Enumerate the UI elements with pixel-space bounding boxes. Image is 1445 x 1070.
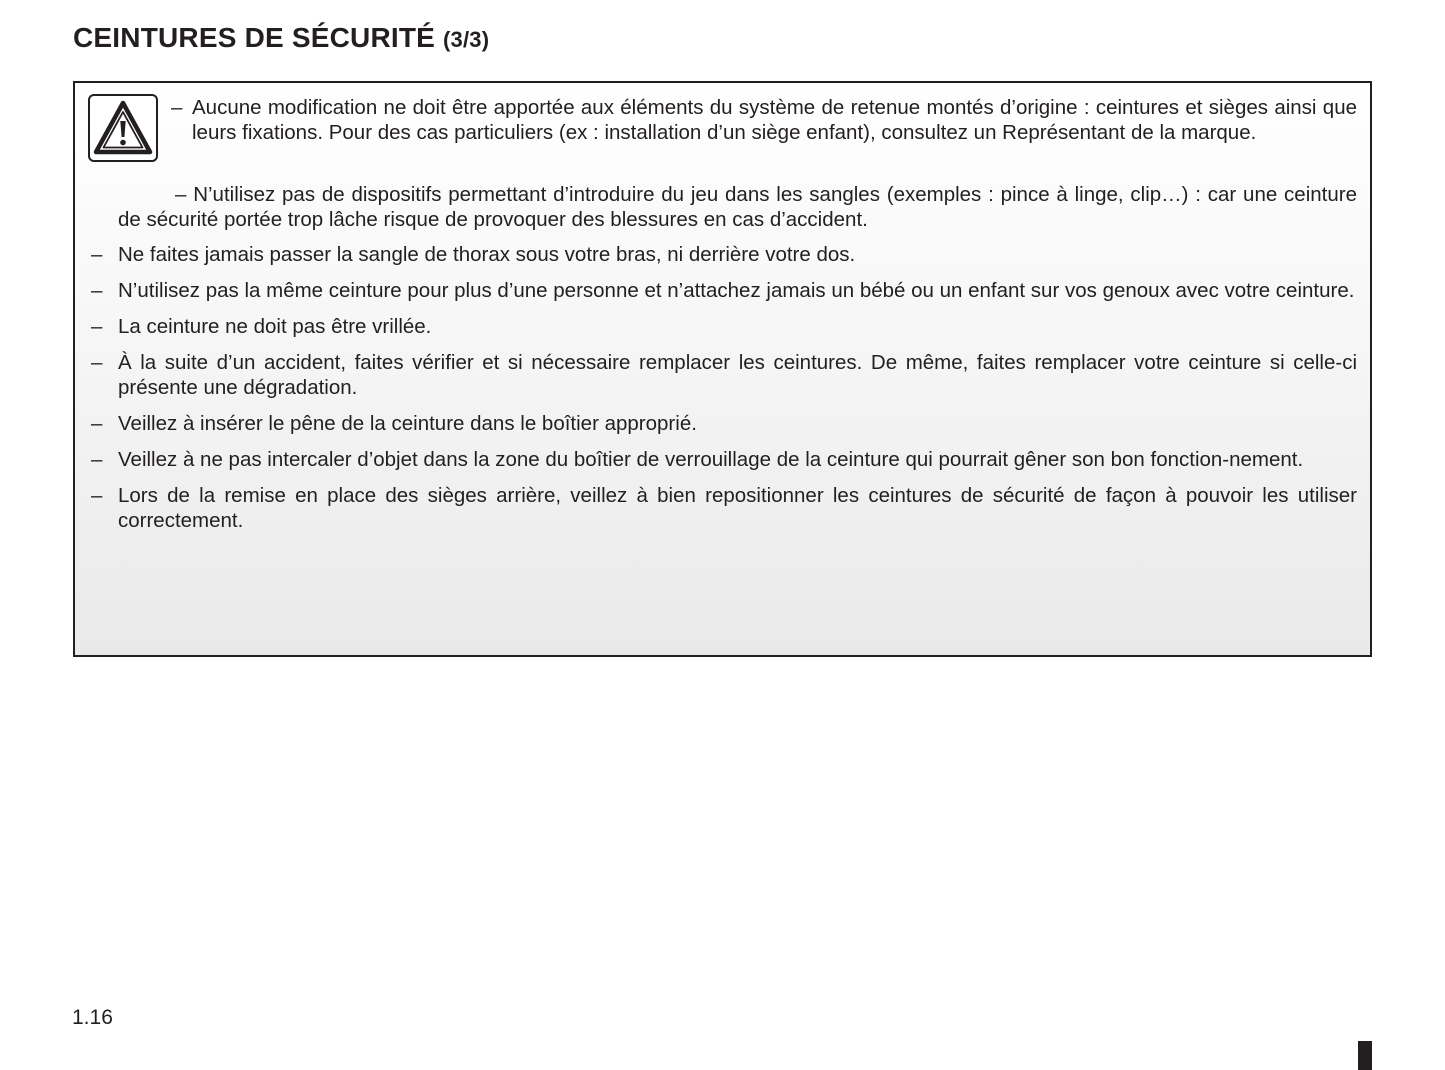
page-edge-marker <box>1358 1041 1372 1070</box>
dash-marker: – <box>91 243 103 266</box>
list-item-text: Veillez à insérer le pêne de la ceinture dans le boîtier approprié. <box>118 412 697 435</box>
warning-item-modification <box>171 95 1357 145</box>
warning-item-text: Aucune modification ne doit être apportée aux éléments du système de retenue montés d’origine : ceintures et sièges ainsi que leurs fixations. Pour des cas particuliers (ex : installation d’un siège enfant), consultez un Représentant de la marque. <box>192 96 1357 144</box>
warning-triangle-icon <box>88 94 158 162</box>
page-title-text: CEINTURES DE SÉCURITÉ <box>73 22 436 53</box>
page-title-part: (3/3) <box>443 27 490 52</box>
dash-marker: – <box>91 412 103 435</box>
warning-item-slack-devices: – N’utilisez pas de dispositifs permettant d’introduire du jeu dans les sangles (exemples : pince à linge, clip…) : car une ceinture de sécurité portée trop lâche risque de provoquer des blessures en cas d’accident. <box>118 183 1357 231</box>
list-item-text: N’utilisez pas la même ceinture pour plus d’une personne et n’attachez jamais un bébé ou un enfant sur vos genoux avec votre ceinture. <box>118 279 1355 302</box>
list-item <box>91 314 1357 339</box>
warning-list <box>91 242 1357 544</box>
list-item <box>91 411 1357 436</box>
list-item-text: Lors de la remise en place des sièges arrière, veillez à bien repositionner les ceintures de sécurité de façon à pouvoir les utiliser correctement. <box>118 484 1357 532</box>
warning-triangle-icon-graphic <box>92 97 154 159</box>
page-number: 1.16 <box>72 1006 113 1029</box>
warning-box <box>73 81 1372 657</box>
list-item-text: La ceinture ne doit pas être vrillée. <box>118 315 432 338</box>
dash-marker: – <box>171 96 183 119</box>
list-item-text: À la suite d’un accident, faites vérifier et si nécessaire remplacer les ceintures. De même, faites remplacer votre ceinture si celle-ci présente une dégradation. <box>118 351 1357 399</box>
dash-marker: – <box>91 279 103 302</box>
dash-marker: – <box>91 351 103 374</box>
dash-marker: – <box>91 484 103 507</box>
list-item-text: Veillez à ne pas intercaler d’objet dans la zone du boîtier de verrouillage de la ceinture qui pourrait gêner son bon fonction-nement. <box>118 448 1304 471</box>
list-item-text: Ne faites jamais passer la sangle de thorax sous votre bras, ni derrière votre dos. <box>118 243 856 266</box>
page-title <box>73 22 489 54</box>
dash-marker: – <box>91 315 103 338</box>
list-item <box>91 483 1357 533</box>
dash-marker: – <box>91 448 103 471</box>
list-item <box>91 447 1357 472</box>
list-item <box>91 278 1357 303</box>
list-item <box>91 242 1357 267</box>
list-item <box>91 350 1357 400</box>
